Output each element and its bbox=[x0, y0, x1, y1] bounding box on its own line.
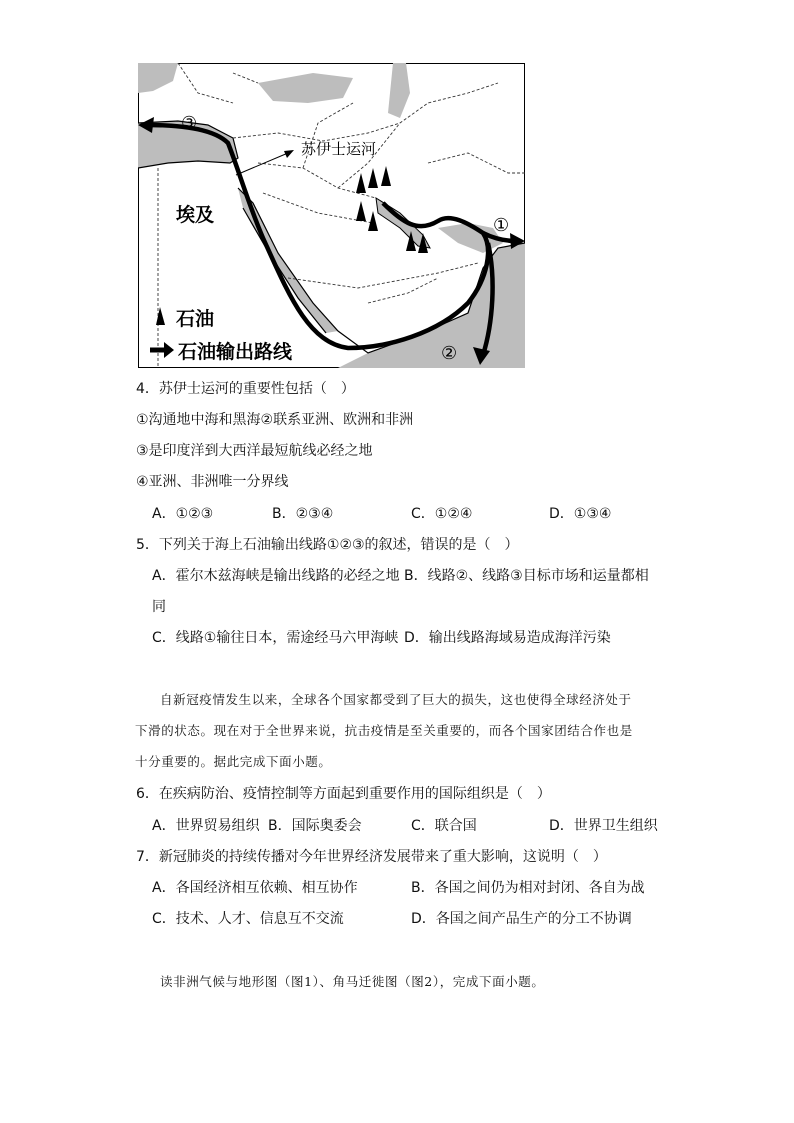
material-1-line-3: 十分重要的。据此完成下面小题。 bbox=[135, 754, 332, 769]
material-1-line-1: 自新冠疫情发生以来，全球各个国家都受到了巨大的损失，这也使得全球经济处于 bbox=[160, 692, 632, 707]
q6-option-c[interactable]: C．联合国 bbox=[411, 818, 477, 834]
route-2-label: ② bbox=[441, 343, 458, 364]
route-1-label: ① bbox=[493, 215, 510, 236]
egypt-label: 埃及 bbox=[176, 204, 215, 226]
q6-option-d[interactable]: D．世界卫生组织 bbox=[549, 818, 658, 834]
material-1-line-2: 下滑的状态。现在对于全世界来说，抗击疫情是至关重要的，而各个国家团结合作也是 bbox=[135, 723, 633, 738]
q4-statement-4: ④亚洲、非洲唯一分界线 bbox=[136, 474, 289, 490]
q7-option-b[interactable]: B．各国之间仍为相对封闭、各自为战 bbox=[411, 880, 645, 896]
oil-legend-label: 石油 bbox=[176, 308, 215, 330]
q6-stem: 6．在疾病防治、疫情控制等方面起到重要作用的国际组织是（ ） bbox=[136, 786, 551, 802]
suez-canal-label: 苏伊士运河 bbox=[301, 140, 377, 158]
q4-statement-3: ③是印度洋到大西洋最短航线必经之地 bbox=[136, 443, 373, 459]
q7-option-c[interactable]: C．技术、人才、信息互不交流 bbox=[152, 911, 344, 927]
q4-option-b[interactable]: B．②③④ bbox=[272, 506, 334, 522]
q5-option-d[interactable]: D．输出线路海域易造成海洋污染 bbox=[404, 630, 611, 646]
route-legend-label: 石油输出路线 bbox=[178, 341, 293, 363]
q5-option-c[interactable]: C．线路①输往日本，需途经马六甲海峡 bbox=[152, 630, 399, 646]
route-3-label: ③ bbox=[181, 113, 198, 134]
q4-statement-1-2: ①沟通地中海和黑海②联系亚洲、欧洲和非洲 bbox=[136, 412, 414, 428]
material-2-line-1: 读非洲气候与地形图（图1）、角马迁徙图（图2），完成下面小题。 bbox=[160, 974, 545, 989]
q6-option-a[interactable]: A．世界贸易组织 bbox=[152, 818, 260, 834]
q5-stem: 5．下列关于海上石油输出线路①②③的叙述，错误的是（ ） bbox=[136, 537, 519, 553]
q5-option-a[interactable]: A．霍尔木兹海峡是输出线路的必经之地 bbox=[152, 568, 400, 584]
q7-stem: 7．新冠肺炎的持续传播对今年世界经济发展带来了重大影响，这说明（ ） bbox=[136, 849, 607, 865]
q7-option-d[interactable]: D．各国之间产品生产的分工不协调 bbox=[411, 911, 632, 927]
q4-option-c[interactable]: C．①②④ bbox=[411, 506, 473, 522]
middle-east-oil-map bbox=[138, 63, 525, 368]
q6-option-b[interactable]: B．国际奥委会 bbox=[268, 818, 362, 834]
q4-stem: 4．苏伊士运河的重要性包括（ ） bbox=[136, 381, 355, 397]
q4-option-d[interactable]: D．①③④ bbox=[549, 506, 612, 522]
q4-option-a[interactable]: A．①②③ bbox=[152, 506, 214, 522]
q5-option-b[interactable]: B．线路②、线路③目标市场和运量都相 bbox=[404, 568, 649, 584]
q7-option-a[interactable]: A．各国经济相互依赖、相互协作 bbox=[152, 880, 358, 896]
q5-option-b-continued: 同 bbox=[152, 599, 166, 615]
